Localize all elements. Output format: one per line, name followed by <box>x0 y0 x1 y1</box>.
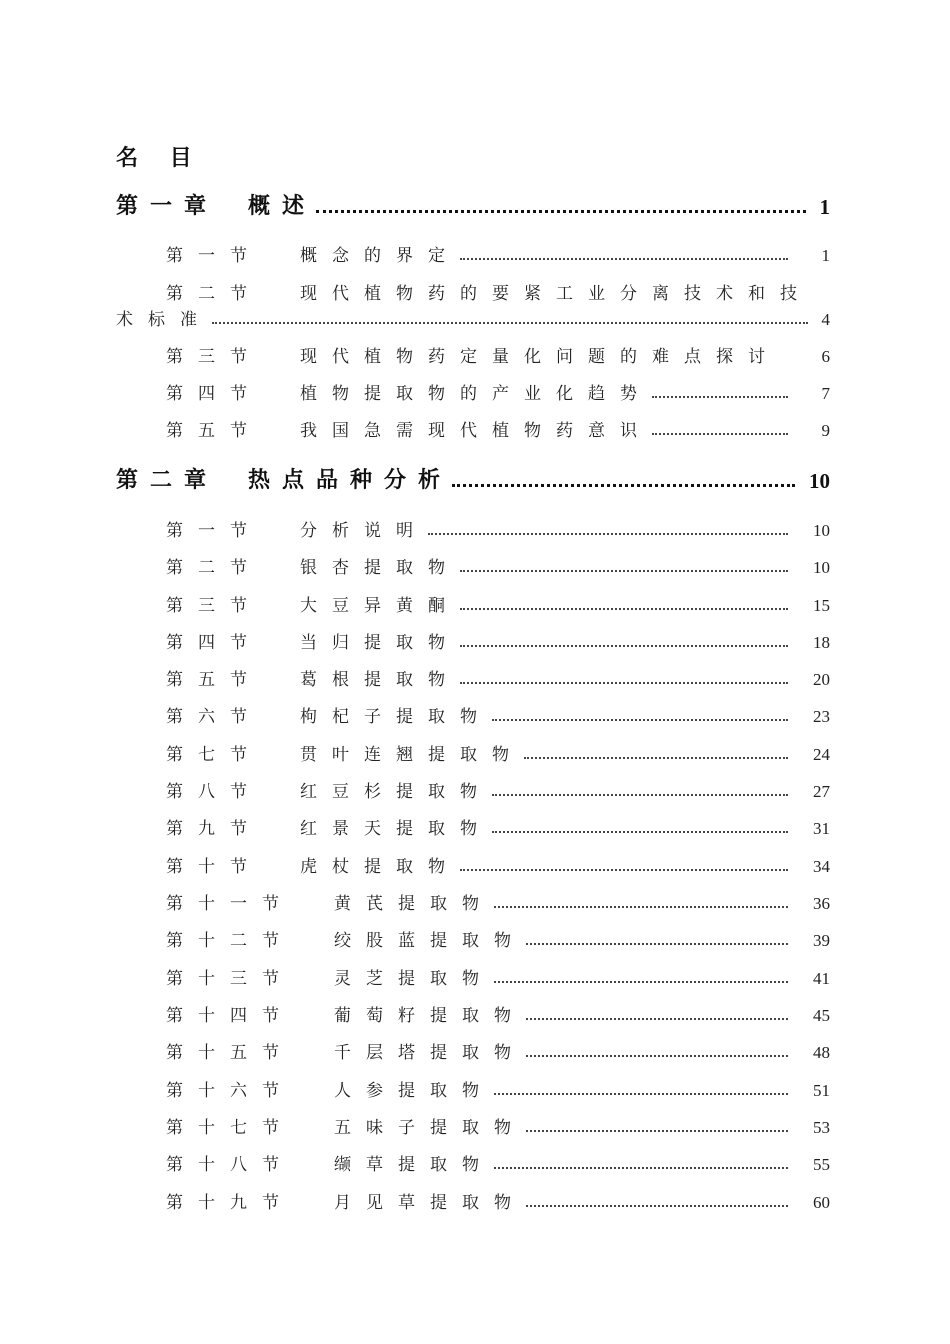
toc-section[interactable] <box>166 1000 830 1026</box>
dot-leader <box>460 570 788 572</box>
section-title: 虎杖提取物 <box>300 857 460 877</box>
section-page-number: 23 <box>813 707 830 726</box>
section-title: 红豆杉提取物 <box>300 782 492 802</box>
section-title: 五味子提取物 <box>334 1118 526 1138</box>
section-title: 葛根提取物 <box>300 670 460 690</box>
chapter-page-number: 10 <box>809 469 830 493</box>
toc-section[interactable] <box>166 851 830 877</box>
toc-section[interactable] <box>166 776 830 802</box>
section-title: 现代植物药定量化问题的难点探讨 <box>300 347 780 367</box>
section-page-number: 20 <box>813 670 830 689</box>
section-number: 第十二节 <box>166 931 294 951</box>
section-number: 第十一节 <box>166 894 294 914</box>
dot-leader <box>212 322 808 324</box>
section-number: 第九节 <box>166 819 262 839</box>
section-number: 第十五节 <box>166 1043 294 1063</box>
toc-section[interactable] <box>166 341 830 367</box>
dot-leader <box>460 608 788 610</box>
section-page-number: 10 <box>813 521 830 540</box>
section-page-number: 18 <box>813 633 830 652</box>
section-title: 黄芪提取物 <box>334 894 494 914</box>
toc-section[interactable] <box>166 590 830 616</box>
section-title-continuation: 术标准 <box>116 310 212 330</box>
chapter-number: 第一章 <box>116 194 219 219</box>
section-number: 第十七节 <box>166 1118 294 1138</box>
section-page-number: 6 <box>821 347 830 366</box>
section-number: 第六节 <box>166 707 262 727</box>
toc-section[interactable] <box>166 552 830 578</box>
section-page-number: 9 <box>821 421 830 440</box>
toc-section-wrapped[interactable] <box>166 279 830 304</box>
toc-section[interactable] <box>166 240 830 266</box>
section-page-number: 31 <box>813 819 830 838</box>
dot-leader <box>526 1130 788 1132</box>
section-page-number: 48 <box>813 1043 830 1062</box>
toc-section[interactable] <box>166 378 830 404</box>
toc-section[interactable] <box>166 1187 830 1213</box>
section-page-number: 15 <box>813 596 830 615</box>
section-number: 第五节 <box>166 670 262 690</box>
section-number: 第十六节 <box>166 1081 294 1101</box>
dot-leader <box>452 484 795 487</box>
toc-chapter-2[interactable] <box>116 462 830 494</box>
dot-leader <box>494 1167 788 1169</box>
section-number: 第四节 <box>166 633 262 653</box>
toc-section[interactable] <box>166 515 830 541</box>
section-page-number: 1 <box>821 246 830 265</box>
toc-section-wrapped-continuation[interactable] <box>116 304 830 330</box>
toc-section[interactable] <box>166 888 830 914</box>
dot-leader <box>492 831 788 833</box>
toc-section[interactable] <box>166 701 830 727</box>
section-title: 缬草提取物 <box>334 1155 494 1175</box>
toc-section[interactable] <box>166 627 830 653</box>
chapter-page-number: 1 <box>819 195 830 219</box>
section-number: 第一节 <box>166 246 262 266</box>
section-page-number: 4 <box>821 310 830 329</box>
dot-leader <box>526 1055 788 1057</box>
section-title: 概念的界定 <box>300 246 460 266</box>
section-page-number: 55 <box>813 1155 830 1174</box>
dot-leader <box>460 258 788 260</box>
section-title: 贯叶连翘提取物 <box>300 745 524 765</box>
section-page-number: 41 <box>813 969 830 988</box>
section-page-number: 10 <box>813 558 830 577</box>
section-title: 我国急需现代植物药意识 <box>300 421 652 441</box>
section-title: 月见草提取物 <box>334 1193 526 1213</box>
section-number: 第三节 <box>166 596 262 616</box>
section-number: 第三节 <box>166 347 262 367</box>
toc-section[interactable] <box>166 1037 830 1063</box>
section-title: 当归提取物 <box>300 633 460 653</box>
section-page-number: 24 <box>813 745 830 764</box>
dot-leader <box>460 645 788 647</box>
dot-leader <box>316 210 805 213</box>
chapter-number: 第二章 <box>116 468 219 493</box>
section-number: 第二节 <box>166 284 262 304</box>
dot-leader <box>428 533 788 535</box>
toc-section[interactable] <box>166 813 830 839</box>
section-title: 大豆异黄酮 <box>300 596 460 616</box>
dot-leader <box>492 719 788 721</box>
section-page-number: 27 <box>813 782 830 801</box>
section-title: 人参提取物 <box>334 1081 494 1101</box>
section-title: 现代植物药的要紧工业分离技术和技 <box>300 284 812 304</box>
dot-leader <box>492 794 788 796</box>
section-title: 枸杞子提取物 <box>300 707 492 727</box>
section-number: 第十节 <box>166 857 262 877</box>
dot-leader <box>652 433 788 435</box>
dot-leader <box>524 757 788 759</box>
toc-section[interactable] <box>166 963 830 989</box>
dot-leader <box>526 1205 788 1207</box>
section-number: 第四节 <box>166 384 262 404</box>
dot-leader <box>494 981 788 983</box>
section-page-number: 39 <box>813 931 830 950</box>
section-number: 第二节 <box>166 558 262 578</box>
toc-section[interactable] <box>166 739 830 765</box>
dot-leader <box>494 1093 788 1095</box>
section-page-number: 53 <box>813 1118 830 1137</box>
section-number: 第十八节 <box>166 1155 294 1175</box>
dot-leader <box>526 943 788 945</box>
section-title: 葡萄籽提取物 <box>334 1006 526 1026</box>
toc-chapter-1[interactable] <box>116 188 830 220</box>
section-title: 红景天提取物 <box>300 819 492 839</box>
toc-section[interactable] <box>166 1112 830 1138</box>
section-number: 第十三节 <box>166 969 294 989</box>
section-title: 分析说明 <box>300 521 428 541</box>
dot-leader <box>526 1018 788 1020</box>
dot-leader <box>460 682 788 684</box>
section-number: 第一节 <box>166 521 262 541</box>
chapter-title: 概述 <box>248 194 317 219</box>
section-page-number: 51 <box>813 1081 830 1100</box>
section-title: 千层塔提取物 <box>334 1043 526 1063</box>
section-title: 灵芝提取物 <box>334 969 494 989</box>
section-title: 绞股蓝提取物 <box>334 931 526 951</box>
section-title: 银杏提取物 <box>300 558 460 578</box>
section-page-number: 7 <box>821 384 830 403</box>
toc-section[interactable] <box>166 925 830 951</box>
section-title: 植物提取物的产业化趋势 <box>300 384 652 404</box>
section-page-number: 34 <box>813 857 830 876</box>
section-page-number: 36 <box>813 894 830 913</box>
toc-title: 名 目 <box>116 146 204 171</box>
dot-leader <box>652 396 788 398</box>
section-number: 第七节 <box>166 745 262 765</box>
dot-leader <box>460 869 788 871</box>
section-number: 第十四节 <box>166 1006 294 1026</box>
section-page-number: 45 <box>813 1006 830 1025</box>
section-page-number: 60 <box>813 1193 830 1212</box>
chapter-title: 热点品种分析 <box>248 468 453 493</box>
section-number: 第十九节 <box>166 1193 294 1213</box>
toc-section[interactable] <box>166 1149 830 1175</box>
toc-section[interactable] <box>166 415 830 441</box>
section-number: 第五节 <box>166 421 262 441</box>
toc-section[interactable] <box>166 664 830 690</box>
dot-leader <box>494 906 788 908</box>
toc-section[interactable] <box>166 1075 830 1101</box>
section-number: 第八节 <box>166 782 262 802</box>
